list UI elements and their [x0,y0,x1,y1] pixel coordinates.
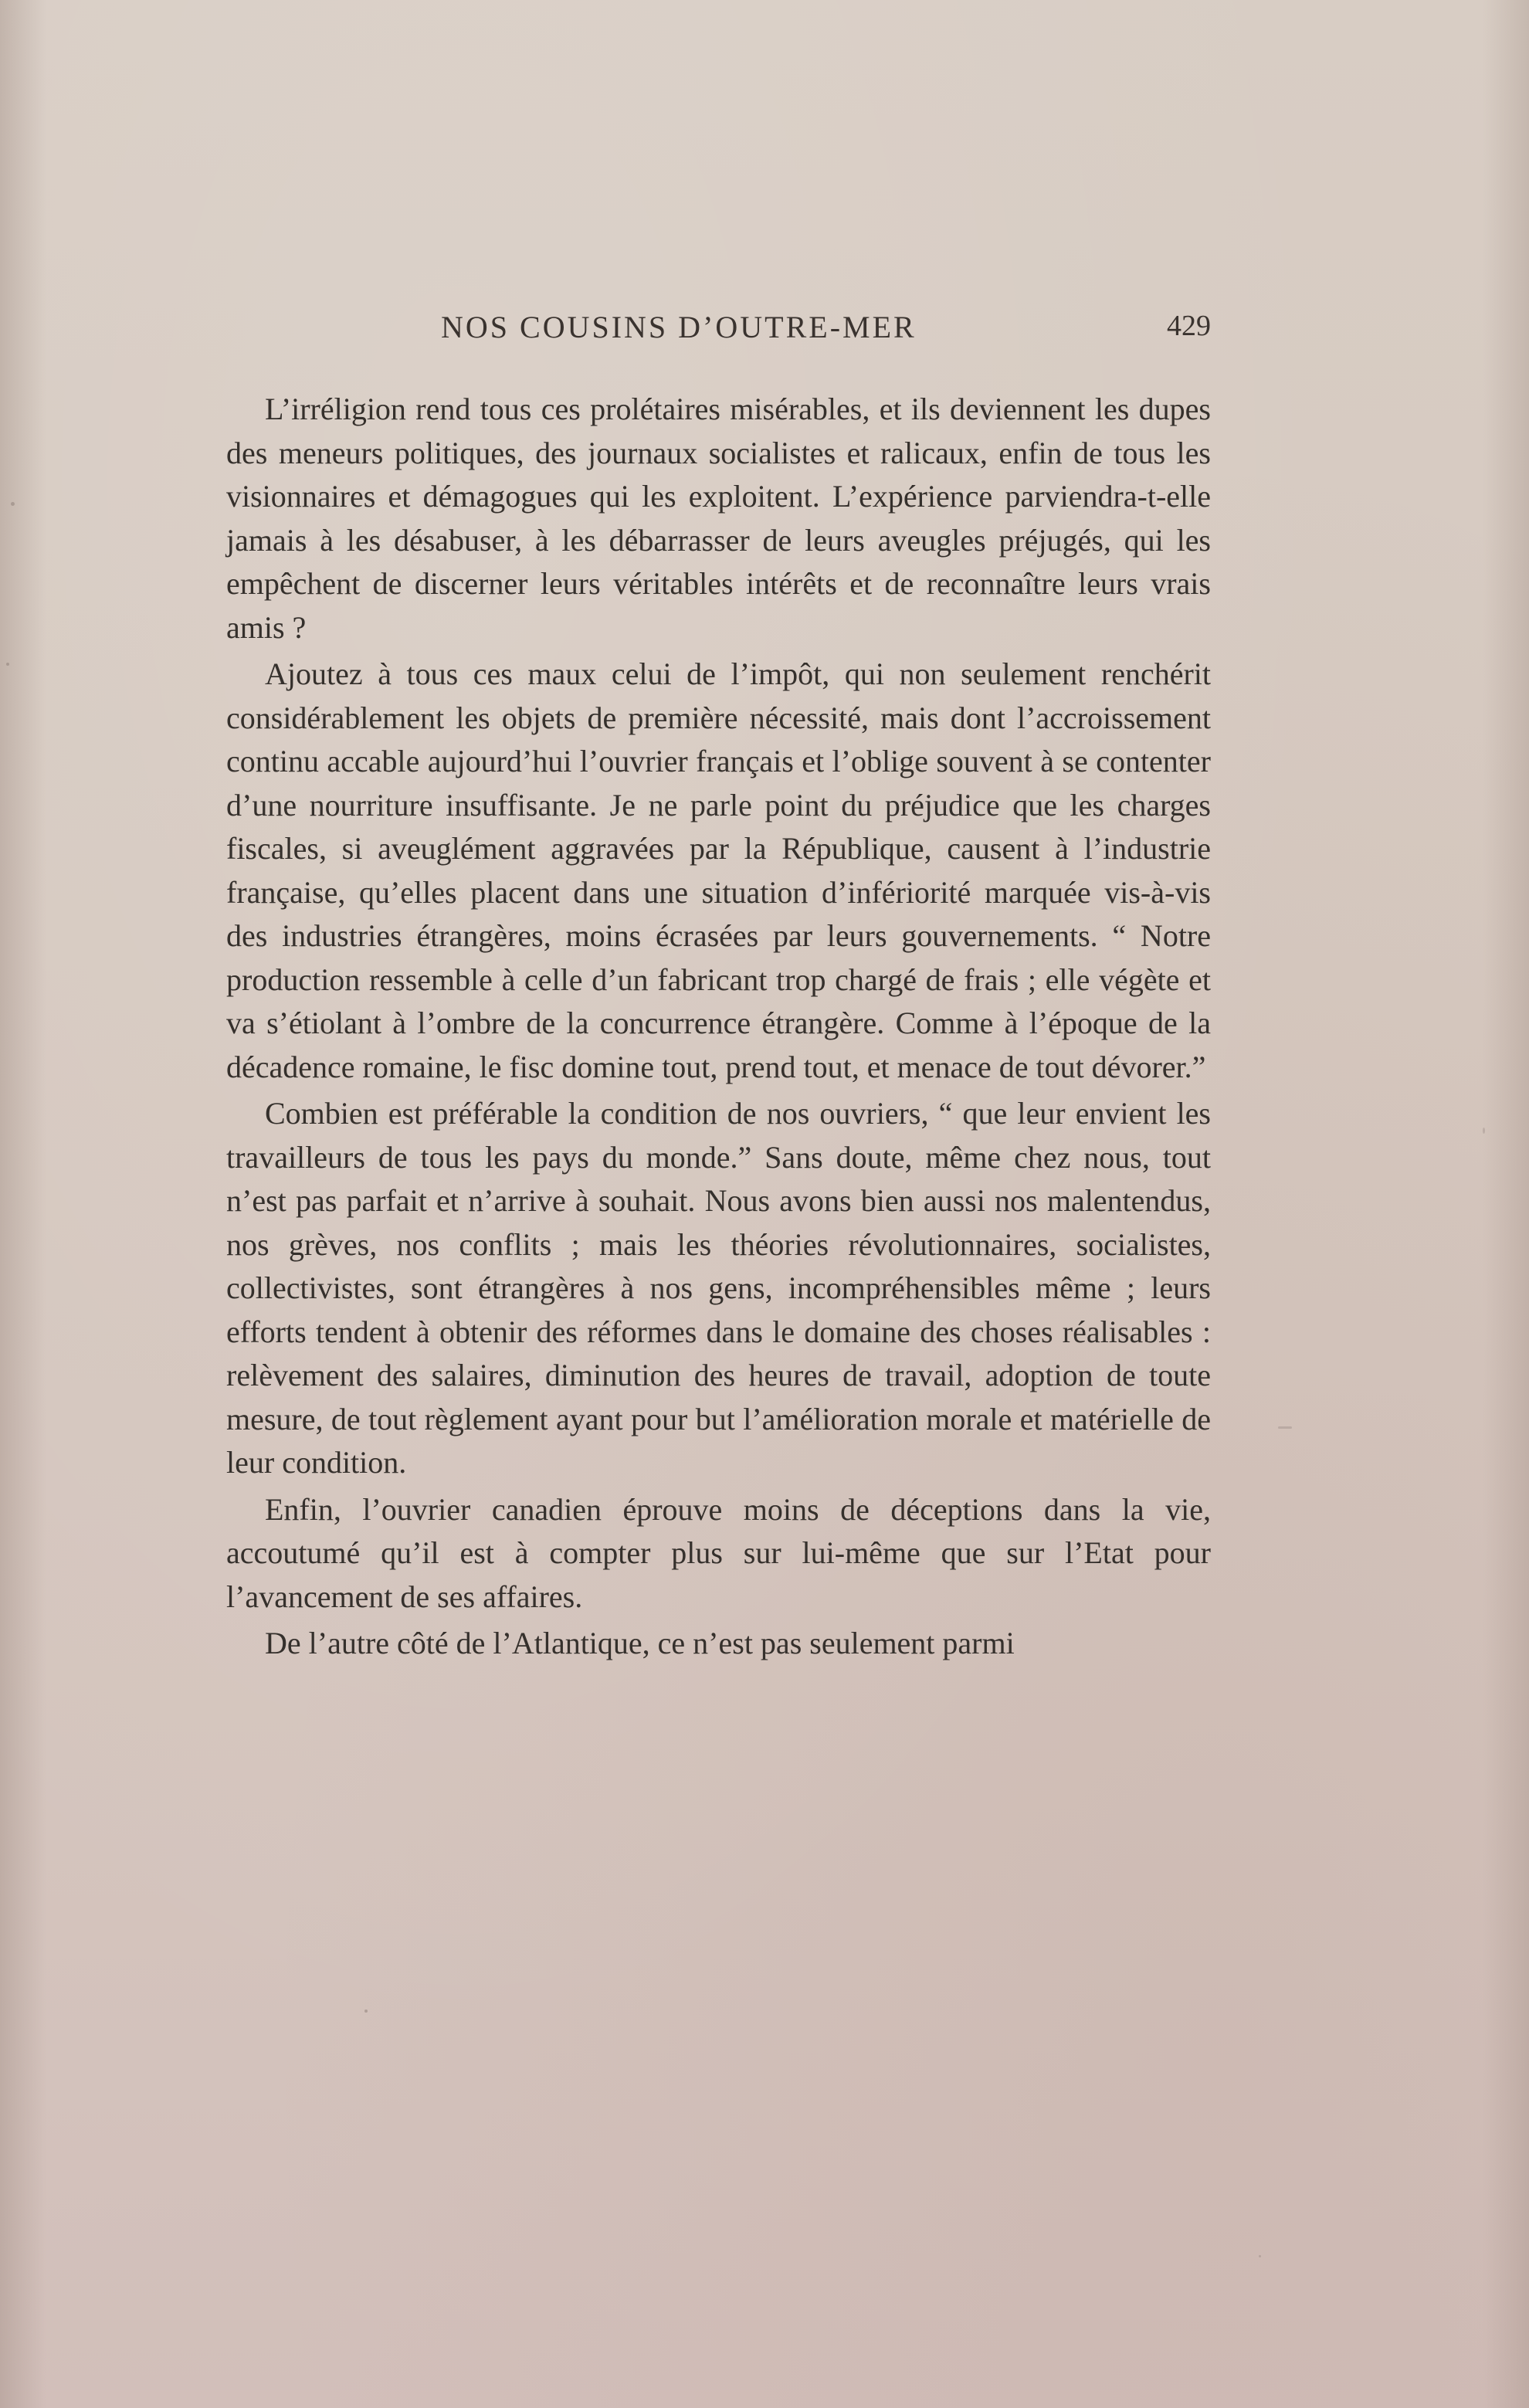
left-edge-shadow [0,0,46,2408]
running-header [226,309,1211,355]
paragraph-irreligion: L’irréligion rend tous ces prolétaires misérables, et ils deviennent les dupes des meneurs politiques, des journaux socialistes et ralicaux, enfin de tous les visionnaires et démagogues qui les exploitent. L’expérience parviendra-t-elle jamais à les désabuser, à les débarrasser de leurs aveugles préjugés, qui les empêchent de discerner leurs véritables intérêts et de reconnaître leurs vrais amis ? [226,392,1211,645]
running-title: NOS COUSINS D’OUTRE-MER [441,310,917,344]
paper-speck [1259,2255,1261,2257]
paper-speck [1278,1426,1292,1429]
paper-speck [6,663,9,666]
paragraph-atlantique: De l’autre côté de l’Atlantique, ce n’est pas seulement parmi [265,1626,1015,1660]
paragraph-ouvrier-canadien: Enfin, l’ouvrier canadien éprouve moins de déceptions dans la vie, accoutumé qu’il est à compter plus sur lui-même que sur l’Etat pour l’avancement de ses affaires. [226,1491,1211,1614]
paper-speck [11,502,15,506]
paragraph-ouvriers: Combien est préférable la condition de nos ouvriers, “ que leur envient les travailleurs de tous les pays du monde.” Sans doute, même chez nous, tout n’est pas parfait et n’arrive à souhait. Nous avons bien aussi nos malentendus, nos grèves, nos conflits ; mais les théories révolutionnaires, socialistes, collectivistes, sont étrangères à nos gens, incompréhensibles même ; leurs efforts tendent à obtenir des réformes dans le domaine des choses réalisables : relèvement des salaires, diminution des heures de travail, adoption de toute mesure, de tout règlement ayant pour but l’amélioration morale et matérielle de leur condition. [226,1096,1211,1480]
paragraph-impot: Ajoutez à tous ces maux celui de l’impôt, qui non seulement renchérit considérablement les objets de première nécessité, mais dont l’accroissement continu accable aujourd’hui l’ouvrier français et l’oblige souvent à se contenter d’une nourriture insuffisante. Je ne parle point du préjudice que les charges fiscales, si aveuglément aggravées par la République, causent à l’industrie française, qu’elles placent dans une situation d’infériorité marquée vis-à-vis des industries étrangères, moins écrasées par leurs gouvernements. “ Notre production ressemble à celle d’un fabricant trop chargé de frais ; elle végète et va s’étiolant à l’ombre de la concurrence étrangère. Comme à l’époque de la décadence romaine, le fisc domine tout, prend tout, et menace de tout dévorer.” [226,656,1211,1084]
body-text [226,388,1211,1669]
paper-speck [364,2009,368,2013]
right-edge-shadow [1483,0,1529,2408]
page-number: 429 [1167,310,1211,342]
paper-speck [1483,1128,1485,1134]
